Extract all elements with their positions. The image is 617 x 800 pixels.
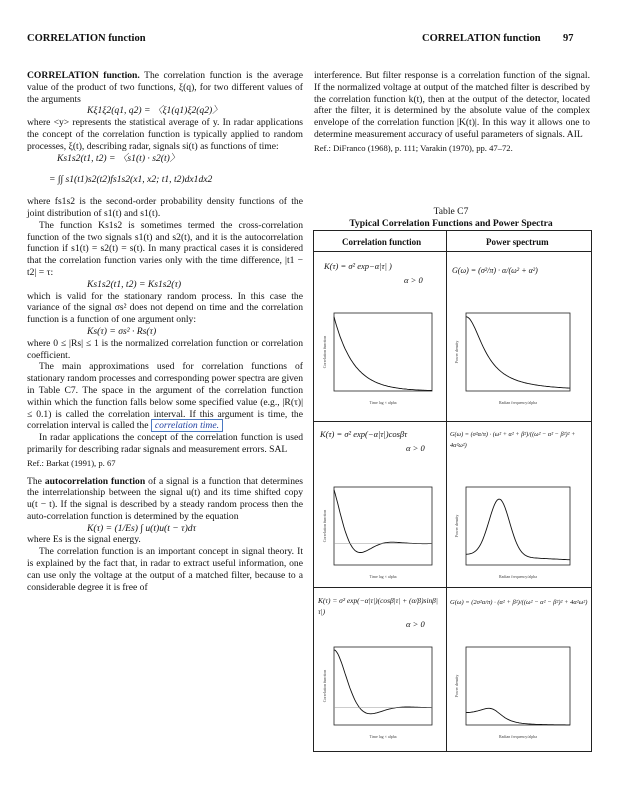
- plot-xlabel: Radian frequency/alpha: [498, 734, 538, 739]
- plot-xlabel: Radian frequency/alpha: [498, 574, 538, 579]
- table-divider: [314, 421, 591, 422]
- correlation-plot: [322, 307, 440, 407]
- plot-frame: [334, 313, 432, 391]
- paragraph: The main approximations used for correlation functions of stationary random processes and corresponding power spectra are given in Table C7. The space in the argument of the correlation function within which the function falls below some specified value (e.g., |R(τ)| ≤ 0.1) is called the correlation interval. If this argument is time, the correlation interval is called the correlation time.: [27, 361, 303, 432]
- correlation-time-link[interactable]: correlation time.: [151, 419, 223, 432]
- reference: Ref.: DiFranco (1968), p. 111; Varakin (1970), pp. 47–72.: [314, 142, 513, 153]
- equation: Ks1s2(t1, t2) = 〈s1(t) · s2(t)〉: [57, 152, 180, 164]
- plot-ylabel: Correlation function: [322, 669, 327, 703]
- plot-frame: [334, 487, 432, 565]
- left-column: [27, 70, 303, 593]
- correlation-equation: K(τ) = σ² exp−α|τ| ): [324, 261, 392, 271]
- correlation-equation: K(τ) = σ² exp(−α|τ|)(cosβ|τ| + (α/β)sinβ|τ|): [318, 596, 438, 616]
- page-number: 97: [563, 33, 574, 44]
- running-header-right: CORRELATION function: [422, 33, 541, 44]
- plot-frame: [466, 313, 570, 391]
- plot-curve: [334, 490, 432, 553]
- spectrum-equation: G(ω) = (σ²α/π) · (ω² + α² + β²)/((ω² − α² − β²)² + 4α²ω²): [450, 431, 576, 449]
- plot-curve: [466, 708, 570, 725]
- plot-ylabel: Power density: [454, 340, 459, 364]
- reference: Ref.: Barkat (1991), p. 67: [27, 457, 116, 468]
- plot-ylabel: Correlation function: [322, 335, 327, 369]
- plot-curve: [466, 317, 570, 388]
- right-column: [314, 70, 590, 155]
- plot-curve: [466, 499, 570, 560]
- plot-xlabel: Time lag × alpha: [369, 400, 397, 405]
- spectrum-plot: [454, 307, 578, 407]
- equation: Ks(τ) = σs² · Rs(τ): [87, 325, 157, 337]
- table-divider: [314, 587, 591, 588]
- plot-frame: [334, 647, 432, 725]
- table-header-spectrum: Power spectrum: [486, 237, 549, 247]
- plot-ylabel: Power density: [454, 514, 459, 538]
- correlation-table: [313, 230, 592, 752]
- table-divider: [446, 231, 447, 751]
- plot-curve: [334, 650, 432, 714]
- equation: Kξ1ξ2(q1, q2) = 〈ξ1(q1)ξ2(q2)〉: [87, 105, 222, 117]
- spectrum-equation: G(ω) = (σ²/π) · α/(ω² + α²): [452, 266, 538, 275]
- correlation-plot: [322, 641, 440, 741]
- equation-condition: α > 0: [406, 619, 425, 629]
- paragraph: interference. But filter response is a correlation function of the signal. If the normalized voltage at output of the matched filter is described by the correlation function k(t), then at the output of the detector, located after the filter, it is determined by the absolute value of the complex envelope of the correlation function |K(t)|. In this way it allows one to determine measurement accuracy of useful parameters of signals. AIL: [314, 70, 590, 140]
- paragraph: In radar applications the concept of the correlation function is used primarily for describing radar signals and measurement errors. SAL: [27, 432, 303, 455]
- running-header-left: CORRELATION function: [27, 33, 146, 44]
- plot-frame: [466, 647, 570, 725]
- correlation-equation: K(τ) = σ² exp(−α|τ|)cosβτ: [320, 429, 408, 439]
- plot-xlabel: Time lag × alpha: [369, 734, 397, 739]
- paragraph: which is valid for the stationary random process. In this case the variance of the signal σs² does not depend on time and the correlation function is a function of one argument only:: [27, 290, 303, 326]
- paragraph: where fs1s2 is the second-order probability density functions of the joint distribution of s1(t) and s1(t).: [27, 196, 303, 219]
- spectrum-plot: [454, 641, 578, 741]
- term-heading: autocorrelation function: [44, 475, 146, 487]
- plot-xlabel: Radian frequency/alpha: [498, 400, 538, 405]
- paragraph: CORRELATION function. The correlation function is the average value of the product of two functions, ξ(q), for two different values of the arguments: [27, 70, 303, 105]
- table-divider: [314, 251, 591, 252]
- correlation-plot: [322, 481, 440, 581]
- equation: = ∫∫ s1(t1)s2(t2)fs1s2(x1, x2; t1, t2)dx1dx2: [49, 174, 213, 186]
- plot-ylabel: Power density: [454, 674, 459, 698]
- paragraph: The correlation function is an important concept in signal theory. It is explained by the fact that, in radar to extract useful information, one can use only the voltage at the output of a matched filter, because to a considerable degree it is free of: [27, 546, 303, 593]
- paragraph: where Es is the signal energy.: [27, 534, 141, 546]
- spectrum-equation: G(ω) = (2σ²α/π) · (α² + β²)/((ω² − α² − β²)² + 4α²ω²): [450, 599, 588, 606]
- paragraph: where <y> represents the statistical average of y. In radar applications the concept of the correlation function is typically applied to random processes, ξ(t), describing radar, signals si(t) as functions of time:: [27, 117, 303, 152]
- equation-condition: α > 0: [404, 275, 423, 285]
- entry-heading: CORRELATION function.: [27, 70, 140, 81]
- plot-xlabel: Time lag × alpha: [369, 574, 397, 579]
- plot-curve: [334, 317, 432, 391]
- spectrum-plot: [454, 481, 578, 581]
- table-label: Table C7: [433, 206, 469, 217]
- plot-ylabel: Correlation function: [322, 509, 327, 543]
- equation: Ks1s2(t1, t2) = Ks1s2(τ): [87, 278, 182, 290]
- paragraph: The function Ks1s2 is sometimes termed the cross-correlation function of the two signals s1(t) and s2(t), and it is the autocorrelation function if s1(t) = s2(t) = s(t). In many practical cases it is considered that the correlation function varies only with the time difference, |t1 − t2| = τ:: [27, 219, 303, 278]
- equation: K(τ) = (1/Es) ∫ u(t)u(t − τ)dτ: [87, 522, 197, 534]
- equation-condition: α > 0: [406, 443, 425, 453]
- paragraph: The autocorrelation function of a signal is a function that determines the interrelationship between the signal u(t) and its time shifted copy u(t − t). If the signal is described by a steady random process then the auto-correlation function is determined by the equation: [27, 475, 303, 522]
- table-title: Typical Correlation Functions and Power Spectra: [349, 218, 553, 229]
- table-header-correlation: Correlation function: [342, 237, 422, 247]
- paragraph: where 0 ≤ |Rs| ≤ 1 is the normalized correlation function or correlation coefficient.: [27, 337, 303, 361]
- plot-frame: [466, 487, 570, 565]
